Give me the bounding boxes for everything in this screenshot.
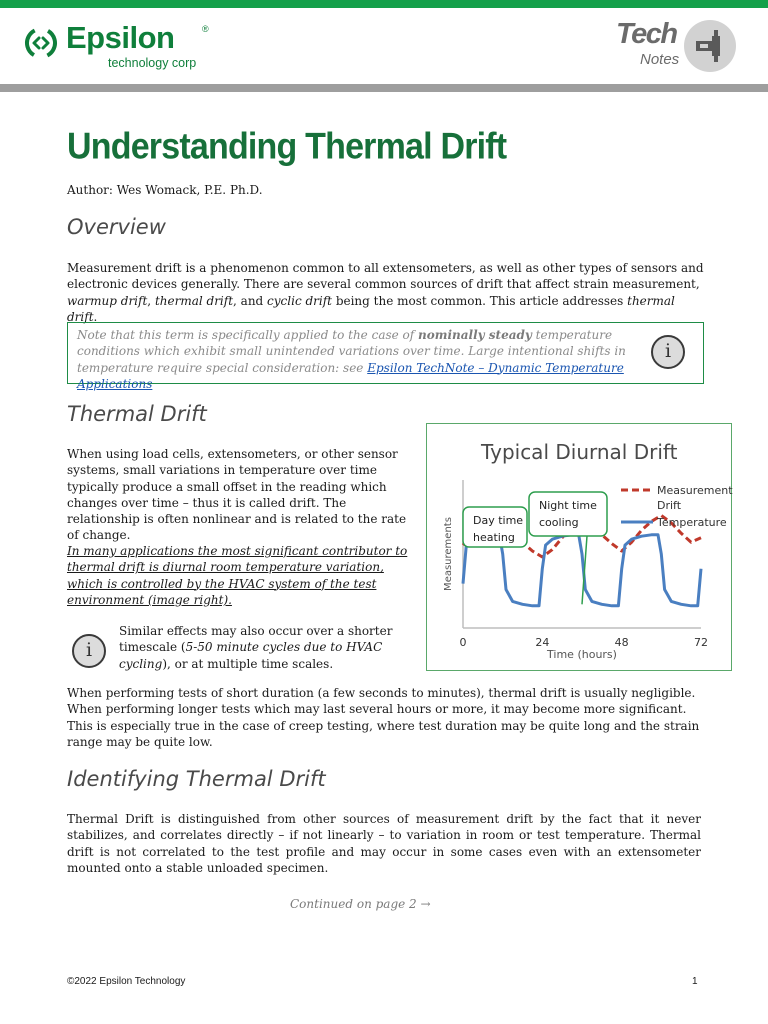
diurnal-drift-chart bbox=[426, 423, 732, 671]
note-text: Note that this term is specifically applied to the case of nominally steady temperature conditions which exhibit small unintended variations over time. Large intentional shifts in temperature require special consideration: see Epsilon TechNote – Dynamic Temperature Applications bbox=[77, 328, 626, 391]
annotation-label: cooling bbox=[539, 516, 579, 529]
dynamic-temperature-link[interactable]: Epsilon TechNote – Dynamic Temperature Applications bbox=[77, 360, 624, 391]
x-tick-label: 24 bbox=[535, 636, 550, 649]
top-accent-bar bbox=[0, 0, 768, 8]
overview-heading: Overview bbox=[67, 215, 166, 239]
info-icon: i bbox=[651, 335, 685, 369]
overview-paragraph: Measurement drift is a phenomenon common to all extensometers, as well as other types of sensors and electronic devices generally. There are several common sources of drift that affect strain measurement, warmup drift, thermal drift, and cyclic drift being the most common. This article addresses thermal drift. bbox=[67, 261, 704, 324]
x-tick-label: 72 bbox=[694, 636, 708, 649]
legend-label: Drift bbox=[657, 499, 682, 512]
thermal-paragraph-3: Similar effects may also occur over a shorter timescale (5-50 minute cycles due to HVAC cycling), or at multiple time scales. bbox=[119, 624, 393, 671]
annotation-label: heating bbox=[473, 531, 515, 544]
x-axis-label: Time (hours) bbox=[547, 648, 617, 661]
chart-svg bbox=[427, 424, 733, 672]
info-icon-small: i bbox=[72, 634, 106, 668]
badge-notes-text: Notes bbox=[640, 51, 680, 68]
thermal-paragraph-4: When performing tests of short duration (a few seconds to minutes), thermal drift is usually negligible. When performing longer tests which may last several hours or more, it may become more significant. This is especially true in the case of creep testing, where test duration may be quite long and the strain range may be quite low. bbox=[67, 686, 700, 749]
footer-copyright: ©2022 Epsilon Technology bbox=[67, 976, 186, 987]
author-line: Author: Wes Womack, P.E. Ph.D. bbox=[67, 183, 263, 197]
epsilon-mark-icon bbox=[24, 26, 62, 60]
thermal-paragraph-2: In many applications the most significant contributor to thermal drift is diurnal room temperature variation, which is controlled by the HVAC system of the test environment (image right). bbox=[67, 544, 408, 607]
note-callout bbox=[67, 322, 704, 391]
extensometer-icon bbox=[692, 28, 728, 64]
badge-tech-text: Tech bbox=[616, 18, 677, 50]
chart-legend bbox=[621, 484, 733, 529]
thermal-drift-heading: Thermal Drift bbox=[67, 402, 207, 426]
page-title: Understanding Thermal Drift bbox=[67, 126, 507, 168]
legend-label: Temperature bbox=[657, 516, 727, 529]
chart-title: Typical Diurnal Drift bbox=[481, 440, 678, 464]
annotation-label: Day time bbox=[473, 514, 524, 527]
header-divider bbox=[0, 84, 768, 92]
legend-label: Measurement bbox=[657, 484, 733, 497]
footer-page-number: 1 bbox=[692, 976, 698, 987]
epsilon-logo bbox=[24, 22, 224, 74]
brand-name: Epsilon bbox=[66, 20, 175, 55]
identifying-heading: Identifying Thermal Drift bbox=[67, 767, 326, 791]
x-tick-label: 48 bbox=[614, 636, 629, 649]
thermal-paragraph-1: When using load cells, extensometers, or other sensor systems, small variations in temperature over time typically produce a small offset in the reading which changes over time – thus it is called drift. The relationship is often nonlinear and is related to the rate of change. bbox=[67, 447, 407, 543]
technotes-badge bbox=[614, 18, 740, 76]
brand-tagline: technology corp bbox=[108, 56, 197, 70]
identifying-paragraph: Thermal Drift is distinguished from other sources of measurement drift by the fact that it never stabilizes, and correlates directly – if not linearly – to variation in room or test temperature. Thermal drift is not correlated to the test profile and may occur in some cases even with an extensometer mounted onto a stable unloaded specimen. bbox=[67, 812, 701, 875]
annotation-label: Night time bbox=[539, 499, 597, 512]
x-tick-label: 0 bbox=[459, 636, 467, 649]
y-axis-label: Measurements bbox=[443, 517, 454, 591]
registered-mark: ® bbox=[202, 24, 209, 34]
continued-link[interactable]: Continued on page 2 → bbox=[290, 897, 431, 911]
